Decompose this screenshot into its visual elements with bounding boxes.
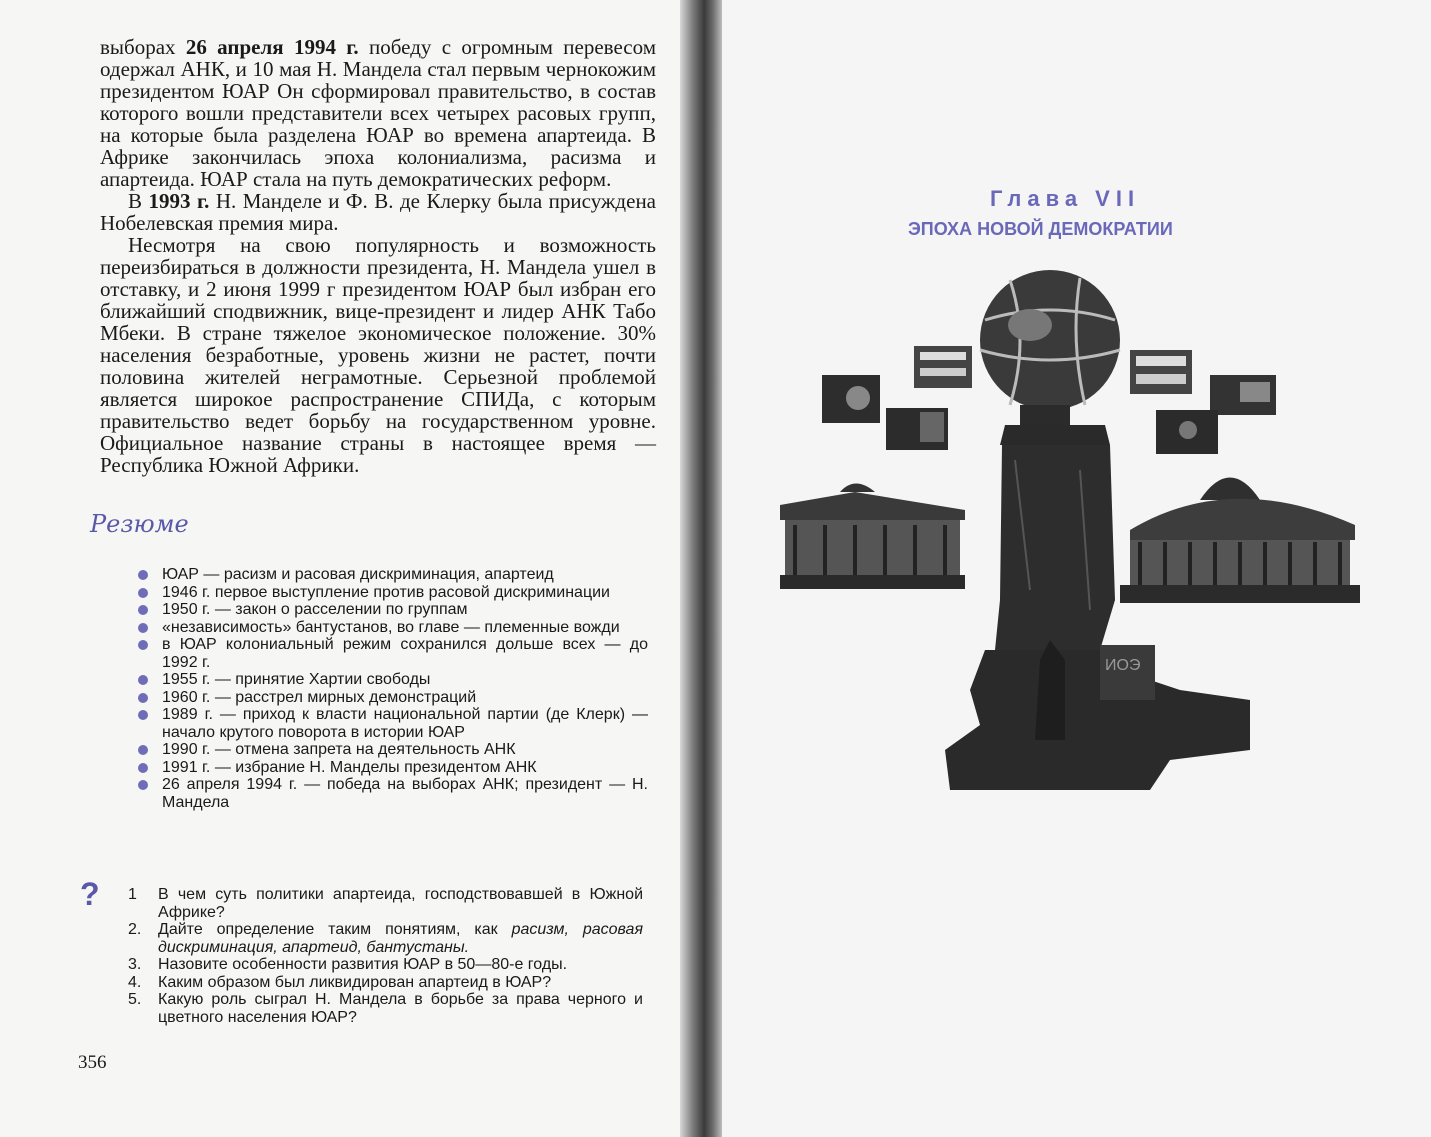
question-number: 1	[128, 886, 137, 903]
list-item	[138, 689, 648, 707]
list-item-text: 1950 г. — закон о расселении по группам	[162, 601, 468, 618]
question-text: Каким образом был ликвидирован апартеид в ЮАР?	[158, 973, 552, 991]
page-number: 356	[78, 1052, 107, 1073]
bullet-icon	[138, 570, 148, 580]
list-item	[138, 601, 648, 619]
question-number: 5.	[128, 991, 142, 1008]
left-page	[0, 0, 688, 1137]
paragraph	[100, 234, 656, 476]
list-item-text: ЮАР — расизм и расовая дискриминация, апартеид	[162, 566, 554, 583]
question-item	[128, 956, 643, 974]
list-item-text: 1955 г. — принятие Хартии свободы	[162, 671, 431, 688]
list-item	[138, 741, 648, 759]
list-item	[138, 636, 648, 671]
flag-icon	[822, 346, 972, 450]
question-item	[128, 886, 643, 921]
bullet-icon	[138, 763, 148, 773]
list-item	[138, 759, 648, 777]
list-item-text: 1991 г. — избрание Н. Манделы президентом АНК	[162, 758, 537, 776]
question-item	[128, 974, 643, 992]
main-text	[100, 36, 656, 476]
list-item	[138, 671, 648, 689]
question-number: 3.	[128, 956, 142, 973]
list-item-text: 1990 г. — отмена запрета на деятельность АНК	[162, 741, 516, 758]
building-icon	[780, 484, 965, 590]
bullet-icon	[138, 710, 148, 720]
globe-icon	[980, 270, 1120, 410]
bold-text: 1993 г.	[148, 189, 210, 213]
question-item	[128, 921, 643, 956]
list-item	[138, 776, 648, 811]
question-text: Дайте определение таким понятиям, как	[158, 921, 512, 938]
question-text: Назовите особенности развития ЮАР в 50—80-е годы.	[158, 956, 568, 973]
list-item-text: 1989 г. — приход к власти национальной партии (де Клерк) — начало крутого поворота в истории ЮАР	[162, 706, 648, 741]
question-item	[128, 991, 643, 1026]
question-number: 4.	[128, 973, 142, 991]
question-text: В чем суть политики апартеида, господствовавшей в Южной Африке?	[158, 886, 643, 921]
list-item-text: 1960 г. — расстрел мирных демонстраций	[162, 688, 477, 706]
bullet-icon	[138, 640, 148, 650]
paragraph	[100, 36, 656, 190]
resume-list	[138, 566, 648, 811]
text-span: Несмотря на свою популярность и возможность переизбираться в должности президента, Н. Мандела ушел в отставку, и 2 июня 1999 г президентом ЮАР был избран его ближайший сподвижник, вице-президент и лидер АНК Табо Мбеки. В стране тяжелое экономическое положение. 30% населения безработные, уровень жизни не растет, почти половина жителей неграмотные. Серьезной проблемой является широкое распространение СПИДа, с которым правительство ведет борьбу на государственном уровне. Официальное название страны в настоящее время — Республика Южной Африки.	[100, 233, 656, 477]
list-item-text: 1946 г. первое выступление против расовой дискриминации	[162, 583, 610, 601]
chapter-illustration	[780, 270, 1360, 800]
list-item	[138, 584, 648, 602]
list-item	[138, 566, 648, 584]
flag-icon	[1130, 350, 1276, 454]
bullet-icon	[138, 675, 148, 685]
list-item	[138, 706, 648, 741]
list-item	[138, 619, 648, 637]
paragraph	[100, 190, 656, 234]
bullet-icon	[138, 605, 148, 615]
list-item-text: 26 апреля 1994 г. — победа на выборах АНК; президент — Н. Мандела	[162, 776, 648, 811]
resume-heading: Резюме	[90, 510, 189, 538]
text-span: В	[128, 189, 149, 213]
monument-letters: ИОЭ	[1105, 657, 1141, 674]
list-item-text: в ЮАР колониальный режим сохранился дольше всех — до 1992 г.	[162, 636, 648, 671]
question-text: Какую роль сыграл Н. Мандела в борьбе за права черного и цветного населения ЮАР?	[158, 991, 643, 1026]
questions-list	[128, 886, 643, 1026]
bullet-icon	[138, 588, 148, 598]
building-icon	[1120, 478, 1360, 604]
bullet-icon	[138, 780, 148, 790]
list-item-text: «независимость» бантустанов, во главе — племенные вожди	[162, 618, 620, 636]
text-span: Н. Манделе и Ф. В. де Клерку была присуждена Нобелевская премия мира.	[100, 189, 656, 235]
bullet-icon	[138, 745, 148, 755]
book-spine	[680, 0, 724, 1137]
chapter-label: Глава VII	[990, 186, 1141, 211]
question-icon: ?	[80, 876, 100, 912]
question-text: расизм, расовая дискриминация, апартеид, бантустаны.	[158, 921, 643, 956]
question-number: 2.	[128, 921, 142, 938]
text-span: выборах	[100, 35, 186, 59]
bullet-icon	[138, 623, 148, 633]
bold-text: 26 апреля 1994 г.	[185, 35, 359, 59]
bullet-icon	[138, 693, 148, 703]
chapter-title: ЭПОХА НОВОЙ ДЕМОКРАТИИ	[908, 219, 1173, 239]
text-span: победу с огромным перевесом одержал АНК, и 10 мая Н. Мандела стал первым чернокожим президентом ЮАР Он сформировал правительство, в состав которого вошли представители всех четырех расовых групп, на которые была разделена ЮАР во времена апартеида. В Африке закончилась эпоха колониализма, расизма и апартеида. ЮАР стала на путь демократических реформ.	[100, 35, 657, 191]
